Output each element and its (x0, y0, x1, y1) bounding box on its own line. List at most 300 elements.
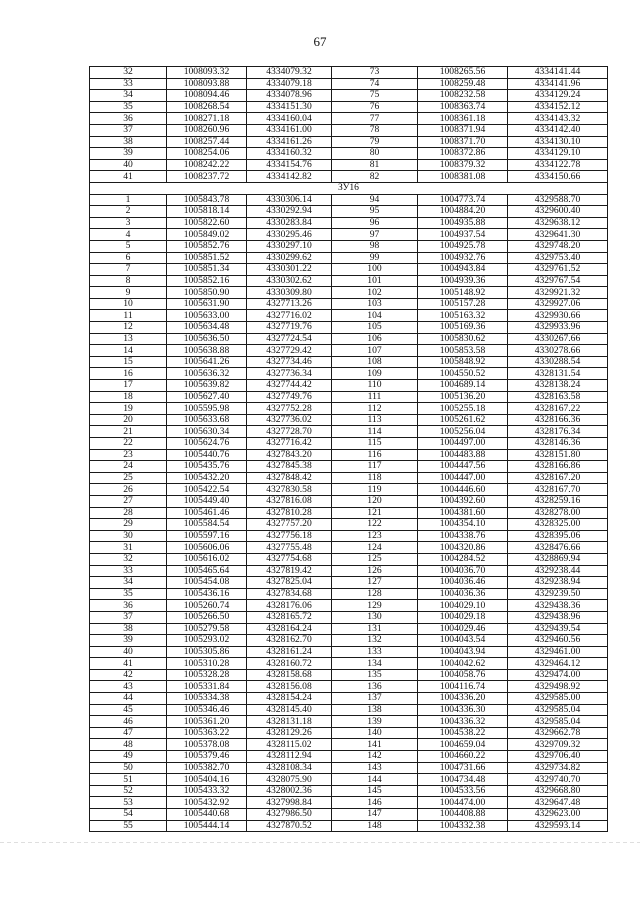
point-number-cell: 14 (90, 345, 167, 357)
y-coordinate-cell: 4328156.08 (247, 681, 332, 693)
x-coordinate-cell: 1008254.06 (167, 148, 247, 160)
point-number-cell: 111 (332, 391, 418, 403)
point-number-cell: 44 (90, 693, 167, 705)
section-header-row (90, 182, 608, 194)
y-coordinate-cell: 4327986.50 (247, 809, 332, 821)
point-number-cell: 39 (90, 635, 167, 647)
x-coordinate-cell: 1005638.88 (167, 345, 247, 357)
x-coordinate-cell: 1008094.46 (167, 90, 247, 102)
point-number-cell: 137 (332, 693, 418, 705)
y-coordinate-cell: 4329461.00 (508, 646, 608, 658)
x-coordinate-cell: 1004336.30 (418, 704, 508, 716)
y-coordinate-cell: 4327830.58 (247, 484, 332, 496)
table-row (90, 519, 608, 531)
y-coordinate-cell: 4334122.78 (508, 159, 608, 171)
y-coordinate-cell: 4328163.58 (508, 391, 608, 403)
table-row (90, 774, 608, 786)
point-number-cell: 147 (332, 809, 418, 821)
y-coordinate-cell: 4327734.46 (247, 356, 332, 368)
y-coordinate-cell: 4334079.32 (247, 67, 332, 79)
point-number-cell: 37 (90, 611, 167, 623)
y-coordinate-cell: 4329668.80 (508, 785, 608, 797)
y-coordinate-cell: 4330278.66 (508, 345, 608, 357)
point-number-cell: 48 (90, 739, 167, 751)
point-number-cell: 110 (332, 380, 418, 392)
y-coordinate-cell: 4328164.24 (247, 623, 332, 635)
x-coordinate-cell: 1004029.10 (418, 600, 508, 612)
point-number-cell: 33 (90, 565, 167, 577)
y-coordinate-cell: 4328161.24 (247, 646, 332, 658)
table-row (90, 148, 608, 160)
x-coordinate-cell: 1004354.10 (418, 519, 508, 531)
x-coordinate-cell: 1005461.46 (167, 507, 247, 519)
x-coordinate-cell: 1005256.04 (418, 426, 508, 438)
x-coordinate-cell: 1005363.22 (167, 727, 247, 739)
x-coordinate-cell: 1004731.66 (418, 762, 508, 774)
point-number-cell: 15 (90, 356, 167, 368)
x-coordinate-cell: 1005631.90 (167, 298, 247, 310)
point-number-cell: 120 (332, 495, 418, 507)
x-coordinate-cell: 1005436.16 (167, 588, 247, 600)
x-coordinate-cell: 1008232.58 (418, 90, 508, 102)
point-number-cell: 47 (90, 727, 167, 739)
y-coordinate-cell: 4334142.40 (508, 124, 608, 136)
point-number-cell: 105 (332, 322, 418, 334)
x-coordinate-cell: 1004029.18 (418, 611, 508, 623)
x-coordinate-cell: 1005465.64 (167, 565, 247, 577)
point-number-cell: 114 (332, 426, 418, 438)
table-row (90, 762, 608, 774)
y-coordinate-cell: 4334152.12 (508, 101, 608, 113)
table-row (90, 333, 608, 345)
x-coordinate-cell: 1005433.32 (167, 785, 247, 797)
table-row (90, 449, 608, 461)
y-coordinate-cell: 4327752.28 (247, 403, 332, 415)
y-coordinate-cell: 4329662.78 (508, 727, 608, 739)
table-row (90, 356, 608, 368)
table-row (90, 553, 608, 565)
point-number-cell: 49 (90, 751, 167, 763)
x-coordinate-cell: 1004043.94 (418, 646, 508, 658)
y-coordinate-cell: 4327728.70 (247, 426, 332, 438)
table-row (90, 693, 608, 705)
table-row (90, 101, 608, 113)
x-coordinate-cell: 1005148.92 (418, 287, 508, 299)
x-coordinate-cell: 1004660.22 (418, 751, 508, 763)
x-coordinate-cell: 1008242.22 (167, 159, 247, 171)
y-coordinate-cell: 4334160.04 (247, 113, 332, 125)
x-coordinate-cell: 1005361.20 (167, 716, 247, 728)
y-coordinate-cell: 4329600.40 (508, 206, 608, 218)
table-row (90, 820, 608, 832)
x-coordinate-cell: 1005851.34 (167, 264, 247, 276)
table-row (90, 252, 608, 264)
y-coordinate-cell: 4329761.52 (508, 264, 608, 276)
y-coordinate-cell: 4327825.04 (247, 577, 332, 589)
x-coordinate-cell: 1005261.62 (418, 414, 508, 426)
coordinate-table (89, 66, 608, 832)
point-number-cell: 145 (332, 785, 418, 797)
point-number-cell: 125 (332, 553, 418, 565)
y-coordinate-cell: 4329748.20 (508, 240, 608, 252)
x-coordinate-cell: 1005346.46 (167, 704, 247, 716)
point-number-cell: 36 (90, 113, 167, 125)
point-number-cell: 129 (332, 600, 418, 612)
point-number-cell: 10 (90, 298, 167, 310)
y-coordinate-cell: 4329238.94 (508, 577, 608, 589)
point-number-cell: 142 (332, 751, 418, 763)
y-coordinate-cell: 4328145.40 (247, 704, 332, 716)
y-coordinate-cell: 4329927.06 (508, 298, 608, 310)
point-number-cell: 35 (90, 588, 167, 600)
x-coordinate-cell: 1005606.06 (167, 542, 247, 554)
point-number-cell: 35 (90, 101, 167, 113)
y-coordinate-cell: 4327713.26 (247, 298, 332, 310)
table-row (90, 507, 608, 519)
table-row (90, 716, 608, 728)
point-number-cell: 102 (332, 287, 418, 299)
x-coordinate-cell: 1005157.28 (418, 298, 508, 310)
point-number-cell: 94 (332, 194, 418, 206)
table-row (90, 113, 608, 125)
point-number-cell: 4 (90, 229, 167, 241)
x-coordinate-cell: 1005633.68 (167, 414, 247, 426)
y-coordinate-cell: 4328158.68 (247, 669, 332, 681)
x-coordinate-cell: 1005379.46 (167, 751, 247, 763)
point-number-cell: 106 (332, 333, 418, 345)
table-row (90, 310, 608, 322)
y-coordinate-cell: 4328176.34 (508, 426, 608, 438)
x-coordinate-cell: 1004392.60 (418, 495, 508, 507)
table-row (90, 727, 608, 739)
y-coordinate-cell: 4334161.00 (247, 124, 332, 136)
y-coordinate-cell: 4334141.96 (508, 78, 608, 90)
y-coordinate-cell: 4329588.70 (508, 194, 608, 206)
x-coordinate-cell: 1008265.56 (418, 67, 508, 79)
y-coordinate-cell: 4329439.54 (508, 623, 608, 635)
x-coordinate-cell: 1005454.08 (167, 577, 247, 589)
table-row (90, 414, 608, 426)
x-coordinate-cell: 1005595.98 (167, 403, 247, 415)
table-row (90, 658, 608, 670)
table-row (90, 785, 608, 797)
x-coordinate-cell: 1004332.38 (418, 820, 508, 832)
table-row (90, 275, 608, 287)
y-coordinate-cell: 4328162.70 (247, 635, 332, 647)
table-row (90, 240, 608, 252)
point-number-cell: 46 (90, 716, 167, 728)
x-coordinate-cell: 1004446.60 (418, 484, 508, 496)
table-row (90, 159, 608, 171)
x-coordinate-cell: 1005310.28 (167, 658, 247, 670)
y-coordinate-cell: 4329498.92 (508, 681, 608, 693)
y-coordinate-cell: 4328869.94 (508, 553, 608, 565)
y-coordinate-cell: 4327998.84 (247, 797, 332, 809)
x-coordinate-cell: 1005169.36 (418, 322, 508, 334)
x-coordinate-cell: 1004550.52 (418, 368, 508, 380)
x-coordinate-cell: 1004474.00 (418, 797, 508, 809)
point-number-cell: 108 (332, 356, 418, 368)
y-coordinate-cell: 4328476.66 (508, 542, 608, 554)
y-coordinate-cell: 4327816.08 (247, 495, 332, 507)
x-coordinate-cell: 1004884.20 (418, 206, 508, 218)
table-row (90, 530, 608, 542)
x-coordinate-cell: 1005305.86 (167, 646, 247, 658)
point-number-cell: 135 (332, 669, 418, 681)
point-number-cell: 109 (332, 368, 418, 380)
x-coordinate-cell: 1005634.48 (167, 322, 247, 334)
y-coordinate-cell: 4334079.18 (247, 78, 332, 90)
point-number-cell: 123 (332, 530, 418, 542)
point-number-cell: 41 (90, 658, 167, 670)
table-row (90, 171, 608, 183)
x-coordinate-cell: 1005440.68 (167, 809, 247, 821)
point-number-cell: 55 (90, 820, 167, 832)
table-row (90, 623, 608, 635)
table-row (90, 438, 608, 450)
point-number-cell: 16 (90, 368, 167, 380)
table-row (90, 751, 608, 763)
point-number-cell: 2 (90, 206, 167, 218)
point-number-cell: 53 (90, 797, 167, 809)
y-coordinate-cell: 4328146.36 (508, 438, 608, 450)
y-coordinate-cell: 4329641.30 (508, 229, 608, 241)
y-coordinate-cell: 4329734.82 (508, 762, 608, 774)
y-coordinate-cell: 4334150.66 (508, 171, 608, 183)
y-coordinate-cell: 4328138.24 (508, 380, 608, 392)
y-coordinate-cell: 4330306.14 (247, 194, 332, 206)
x-coordinate-cell: 1005822.60 (167, 217, 247, 229)
point-number-cell: 52 (90, 785, 167, 797)
y-coordinate-cell: 4329921.32 (508, 287, 608, 299)
point-number-cell: 41 (90, 171, 167, 183)
point-number-cell: 37 (90, 124, 167, 136)
x-coordinate-cell: 1008271.18 (167, 113, 247, 125)
point-number-cell: 7 (90, 264, 167, 276)
point-number-cell: 1 (90, 194, 167, 206)
bleed-through-line (0, 842, 640, 843)
x-coordinate-cell: 1004937.54 (418, 229, 508, 241)
y-coordinate-cell: 4327756.18 (247, 530, 332, 542)
y-coordinate-cell: 4330309.80 (247, 287, 332, 299)
x-coordinate-cell: 1004408.88 (418, 809, 508, 821)
table-row (90, 298, 608, 310)
point-number-cell: 50 (90, 762, 167, 774)
x-coordinate-cell: 1008379.32 (418, 159, 508, 171)
point-number-cell: 42 (90, 669, 167, 681)
y-coordinate-cell: 4327845.38 (247, 461, 332, 473)
table-row (90, 472, 608, 484)
y-coordinate-cell: 4334129.24 (508, 90, 608, 102)
point-number-cell: 127 (332, 577, 418, 589)
page-number: 67 (313, 34, 327, 49)
y-coordinate-cell: 4329474.00 (508, 669, 608, 681)
point-number-cell: 139 (332, 716, 418, 728)
table-row (90, 809, 608, 821)
x-coordinate-cell: 1004935.88 (418, 217, 508, 229)
section-a-rows (90, 67, 608, 183)
y-coordinate-cell: 4330297.10 (247, 240, 332, 252)
y-coordinate-cell: 4327810.28 (247, 507, 332, 519)
x-coordinate-cell: 1005850.90 (167, 287, 247, 299)
y-coordinate-cell: 4327744.42 (247, 380, 332, 392)
y-coordinate-cell: 4328395.06 (508, 530, 608, 542)
point-number-cell: 22 (90, 438, 167, 450)
x-coordinate-cell: 1005293.02 (167, 635, 247, 647)
table-row (90, 577, 608, 589)
point-number-cell: 115 (332, 438, 418, 450)
point-number-cell: 79 (332, 136, 418, 148)
point-number-cell: 32 (90, 67, 167, 79)
x-coordinate-cell: 1005404.16 (167, 774, 247, 786)
y-coordinate-cell: 4334154.76 (247, 159, 332, 171)
y-coordinate-cell: 4328278.00 (508, 507, 608, 519)
x-coordinate-cell: 1008093.88 (167, 78, 247, 90)
point-number-cell: 51 (90, 774, 167, 786)
y-coordinate-cell: 4329438.96 (508, 611, 608, 623)
x-coordinate-cell: 1005435.76 (167, 461, 247, 473)
y-coordinate-cell: 4329593.14 (508, 820, 608, 832)
table-row (90, 78, 608, 90)
y-coordinate-cell: 4329709.32 (508, 739, 608, 751)
x-coordinate-cell: 1005852.76 (167, 240, 247, 252)
y-coordinate-cell: 4330288.54 (508, 356, 608, 368)
point-number-cell: 99 (332, 252, 418, 264)
y-coordinate-cell: 4330267.66 (508, 333, 608, 345)
point-number-cell: 34 (90, 577, 167, 589)
point-number-cell: 32 (90, 553, 167, 565)
x-coordinate-cell: 1005616.02 (167, 553, 247, 565)
table-row (90, 264, 608, 276)
point-number-cell: 5 (90, 240, 167, 252)
x-coordinate-cell: 1005136.20 (418, 391, 508, 403)
x-coordinate-cell: 1005624.76 (167, 438, 247, 450)
x-coordinate-cell: 1008372.86 (418, 148, 508, 160)
point-number-cell: 136 (332, 681, 418, 693)
section-b-rows (90, 194, 608, 832)
point-number-cell: 28 (90, 507, 167, 519)
y-coordinate-cell: 4329585.04 (508, 704, 608, 716)
x-coordinate-cell: 1005641.26 (167, 356, 247, 368)
point-number-cell: 95 (332, 206, 418, 218)
table-row (90, 67, 608, 79)
y-coordinate-cell: 4328166.36 (508, 414, 608, 426)
x-coordinate-cell: 1005444.14 (167, 820, 247, 832)
point-number-cell: 133 (332, 646, 418, 658)
point-number-cell: 27 (90, 495, 167, 507)
point-number-cell: 103 (332, 298, 418, 310)
x-coordinate-cell: 1004689.14 (418, 380, 508, 392)
point-number-cell: 38 (90, 623, 167, 635)
y-coordinate-cell: 4328115.02 (247, 739, 332, 751)
point-number-cell: 107 (332, 345, 418, 357)
point-number-cell: 74 (332, 78, 418, 90)
table-row (90, 426, 608, 438)
y-coordinate-cell: 4329239.50 (508, 588, 608, 600)
point-number-cell: 77 (332, 113, 418, 125)
point-number-cell: 43 (90, 681, 167, 693)
point-number-cell: 78 (332, 124, 418, 136)
x-coordinate-cell: 1005639.82 (167, 380, 247, 392)
x-coordinate-cell: 1005378.08 (167, 739, 247, 751)
x-coordinate-cell: 1005636.50 (167, 333, 247, 345)
table-row (90, 600, 608, 612)
point-number-cell: 131 (332, 623, 418, 635)
y-coordinate-cell: 4330302.62 (247, 275, 332, 287)
y-coordinate-cell: 4328167.70 (508, 484, 608, 496)
point-number-cell: 138 (332, 704, 418, 716)
point-number-cell: 11 (90, 310, 167, 322)
table-row (90, 90, 608, 102)
y-coordinate-cell: 4329585.04 (508, 716, 608, 728)
x-coordinate-cell: 1005334.38 (167, 693, 247, 705)
x-coordinate-cell: 1008257.44 (167, 136, 247, 148)
point-number-cell: 45 (90, 704, 167, 716)
x-coordinate-cell: 1004381.60 (418, 507, 508, 519)
y-coordinate-cell: 4330292.94 (247, 206, 332, 218)
point-number-cell: 19 (90, 403, 167, 415)
point-number-cell: 101 (332, 275, 418, 287)
y-coordinate-cell: 4330283.84 (247, 217, 332, 229)
x-coordinate-cell: 1005853.58 (418, 345, 508, 357)
point-number-cell: 113 (332, 414, 418, 426)
y-coordinate-cell: 4328112.94 (247, 751, 332, 763)
point-number-cell: 30 (90, 530, 167, 542)
x-coordinate-cell: 1005852.16 (167, 275, 247, 287)
x-coordinate-cell: 1004659.04 (418, 739, 508, 751)
y-coordinate-cell: 4328129.26 (247, 727, 332, 739)
y-coordinate-cell: 4328259.16 (508, 495, 608, 507)
y-coordinate-cell: 4327848.42 (247, 472, 332, 484)
x-coordinate-cell: 1008371.70 (418, 136, 508, 148)
point-number-cell: 3 (90, 217, 167, 229)
y-coordinate-cell: 4327719.76 (247, 322, 332, 334)
x-coordinate-cell: 1004447.56 (418, 461, 508, 473)
x-coordinate-cell: 1005260.74 (167, 600, 247, 612)
y-coordinate-cell: 4327736.34 (247, 368, 332, 380)
y-coordinate-cell: 4329706.40 (508, 751, 608, 763)
table-row (90, 206, 608, 218)
point-number-cell: 39 (90, 148, 167, 160)
x-coordinate-cell: 1004043.54 (418, 635, 508, 647)
point-number-cell: 40 (90, 646, 167, 658)
table-row (90, 797, 608, 809)
y-coordinate-cell: 4328131.54 (508, 368, 608, 380)
point-number-cell: 33 (90, 78, 167, 90)
x-coordinate-cell: 1004925.78 (418, 240, 508, 252)
y-coordinate-cell: 4329930.66 (508, 310, 608, 322)
point-number-cell: 119 (332, 484, 418, 496)
y-coordinate-cell: 4328108.34 (247, 762, 332, 774)
point-number-cell: 100 (332, 264, 418, 276)
y-coordinate-cell: 4330295.46 (247, 229, 332, 241)
x-coordinate-cell: 1008268.54 (167, 101, 247, 113)
point-number-cell: 134 (332, 658, 418, 670)
x-coordinate-cell: 1005830.62 (418, 333, 508, 345)
point-number-cell: 17 (90, 380, 167, 392)
table-row (90, 368, 608, 380)
x-coordinate-cell: 1005597.16 (167, 530, 247, 542)
point-number-cell: 128 (332, 588, 418, 600)
point-number-cell: 9 (90, 287, 167, 299)
table-row (90, 229, 608, 241)
x-coordinate-cell: 1005633.00 (167, 310, 247, 322)
table-row (90, 461, 608, 473)
point-number-cell: 73 (332, 67, 418, 79)
point-number-cell: 54 (90, 809, 167, 821)
y-coordinate-cell: 4330299.62 (247, 252, 332, 264)
point-number-cell: 126 (332, 565, 418, 577)
